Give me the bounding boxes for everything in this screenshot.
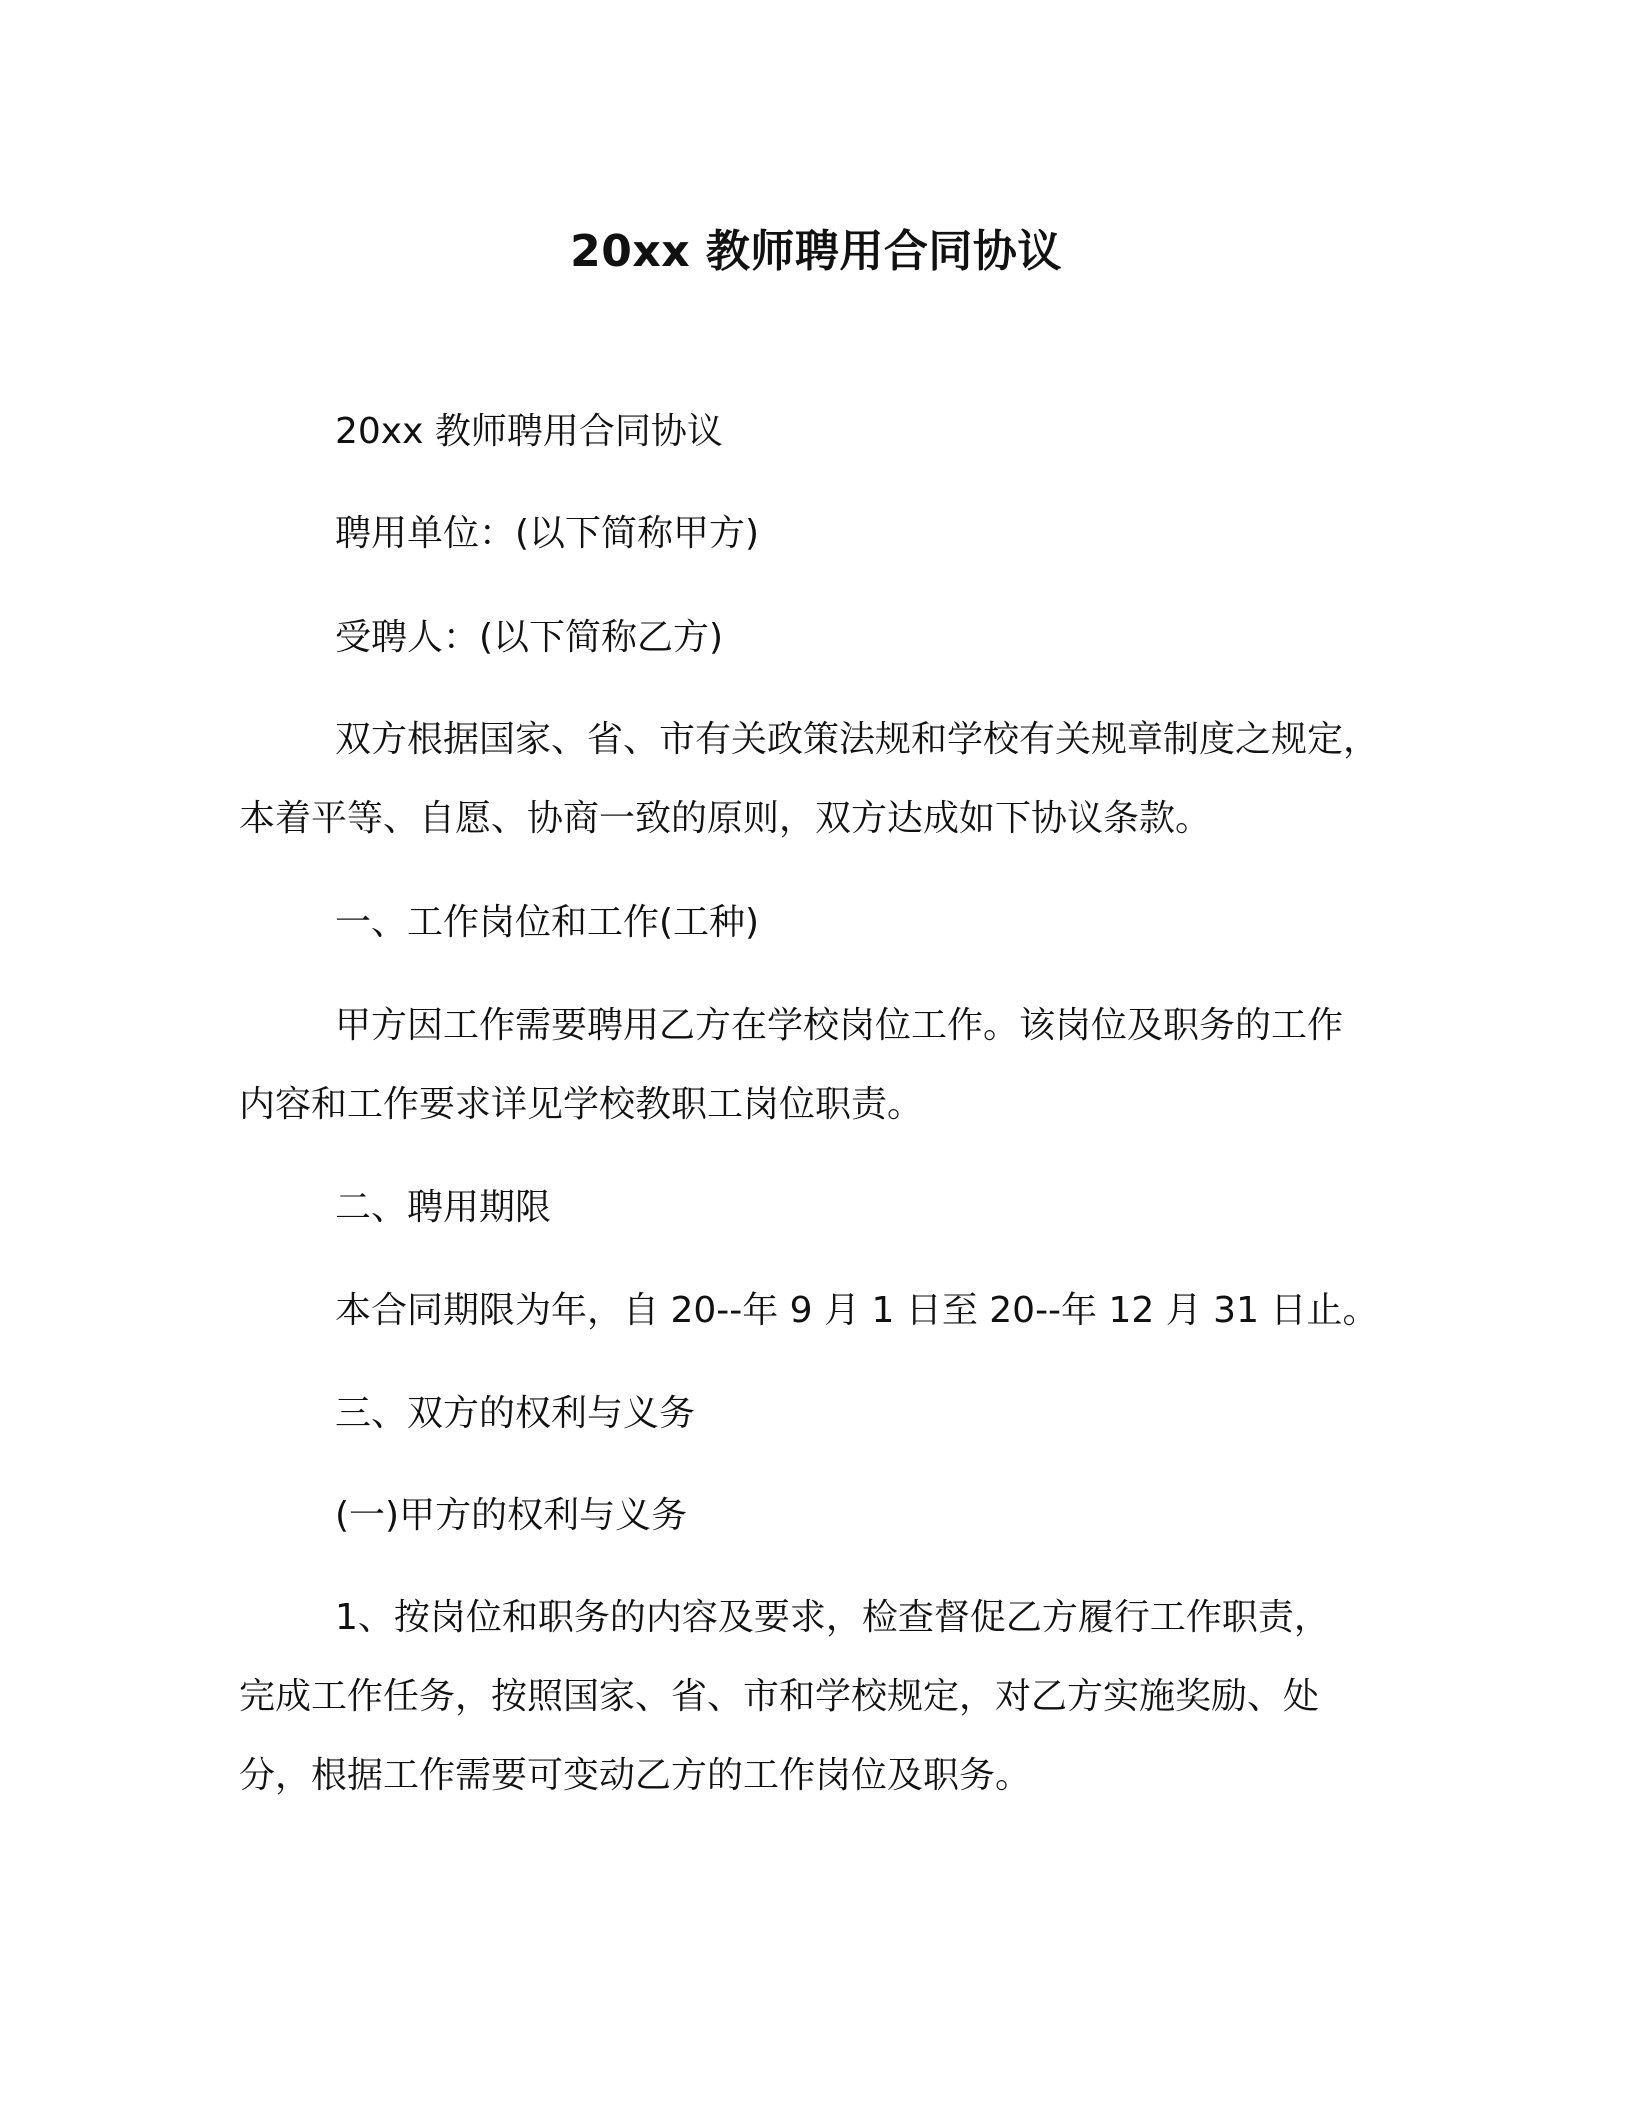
paragraph-heading-repeat: [239, 392, 1399, 471]
paragraph-line: 聘用单位：(以下简称甲方): [335, 513, 760, 554]
paragraph-job-description: [239, 986, 1399, 1144]
paragraph-line: 内容和工作要求详见学校教职工岗位职责。: [239, 1084, 924, 1125]
paragraph-line: (一)甲方的权利与义务: [335, 1495, 688, 1536]
section-heading-1: [239, 883, 1399, 962]
paragraph-line: 20xx 教师聘用合同协议: [335, 411, 723, 452]
paragraph-line: 完成工作任务，按照国家、省、市和学校规定，对乙方实施奖励、处: [239, 1676, 1320, 1717]
paragraph-line: 三、双方的权利与义务: [335, 1393, 696, 1434]
paragraph-line: 一、工作岗位和工作(工种): [335, 902, 760, 943]
paragraph-line: 二、聘用期限: [335, 1187, 552, 1228]
paragraph-preamble: [239, 700, 1399, 858]
paragraph-line: 本合同期限为年，自 20--年 9 月 1 日至 20--年 12 月 31 日止。: [335, 1290, 1379, 1331]
paragraph-line: 1、按岗位和职务的内容及要求，检查督促乙方履行工作职责，: [335, 1597, 1330, 1638]
paragraph-line: 双方根据国家、省、市有关政策法规和学校有关规章制度之规定，: [335, 719, 1380, 760]
paragraph-line: 受聘人：(以下简称乙方): [335, 617, 724, 658]
paragraph-line: 分，根据工作需要可变动乙方的工作岗位及职务。: [239, 1755, 1032, 1796]
paragraph-employee: [239, 598, 1399, 677]
paragraph-line: 甲方因工作需要聘用乙方在学校岗位工作。该岗位及职务的工作: [335, 1005, 1344, 1046]
document-title: 20xx 教师聘用合同协议: [570, 226, 1062, 277]
paragraph-clause-1: [239, 1578, 1399, 1815]
section-heading-2: [239, 1168, 1399, 1247]
subsection-heading-1: [239, 1476, 1399, 1555]
section-heading-3: [239, 1374, 1399, 1453]
paragraph-line: 本着平等、自愿、协商一致的原则，双方达成如下协议条款。: [239, 798, 1212, 839]
paragraph-employer: [239, 494, 1399, 573]
paragraph-term: [239, 1271, 1399, 1350]
